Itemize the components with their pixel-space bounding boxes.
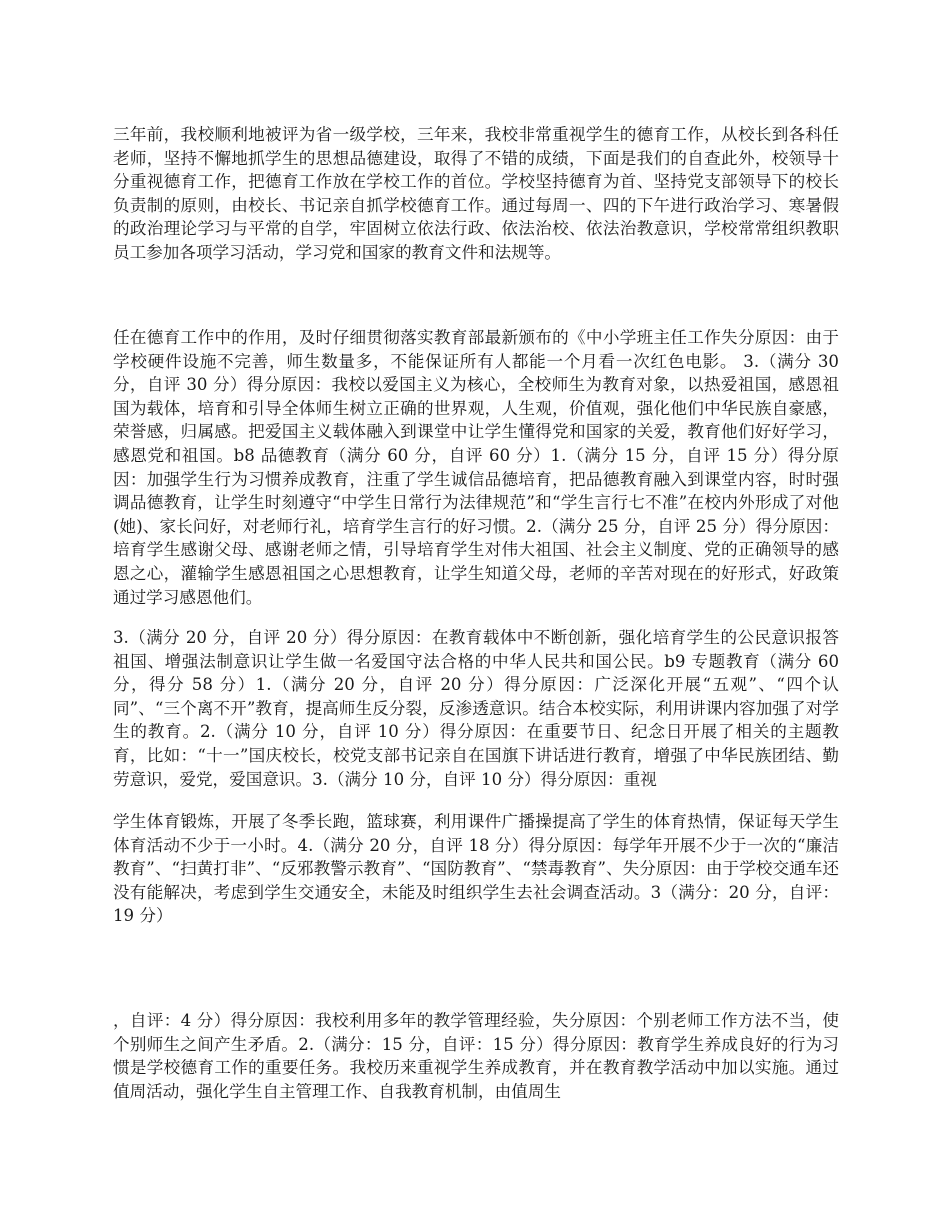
paragraph-special-education: 3.（满分 20 分，自评 20 分）得分原因：在教育载体中不断创新，强化培育学生的公民意识报答祖国、增强法制意识让学生做一名爱国守法合格的中华人民共和国公民。b9 专题教育（满分 60 分，得分 58 分）1.（满分 20 分，自评 20 分）得分原因：广泛深化开展“五观”、“四个认同”、“三个离不开”教育，提高师生反分裂，反渗透意识。结合本校实际，利用讲课内容加强了对学生的教育。2.（满分 10 分，自评 10 分）得分原因：在重要节日、纪念日开展了相关的主题教育，比如：“十一”国庆校长，校党支部书记亲自在国旗下讲话进行教育，增强了中华民族团结、勤劳意识，爱党，爱国意识。3.（满分 10 分，自评 10 分）得分原因：重视 — [113, 628, 839, 789]
paragraph-patriotic-education: 任在德育工作中的作用，及时仔细贯彻落实教育部最新颁布的《中小学班主任工作失分原因：由于学校硬件设施不完善，师生数量多，不能保证所有人都能一个月看一次红色电影。 3.（满分 30 分，自评 30 分）得分原因：我校以爱国主义为核心，全校师生为教育对象，以热爱祖国，感恩祖国为载体，培育和引导全体师生树立正确的世界观，人生观，价值观，强化他们中华民族自豪感，荣誉感，归属感。把爱国主义载体融入到课堂中让学生懂得党和国家的关爱，教育他们好好学习，感恩党和祖国。b8 品德教育（满分 60 分，自评 60 分）1.（满分 15 分，自评 15 分）得分原因：加强学生行为习惯养成教育，注重了学生诚信品德培育，把品德教育融入到课堂内容，时时强调品德教育，让学生时刻遵守“中学生日常行为法律规范”和“学生言行七不准”在校内外形成了对他(她)、家长问好，对老师行礼，培育学生言行的好习惯。2.（满分 25 分，自评 25 分）得分原因：培育学生感谢父母、感谢老师之情，引导培育学生对伟大祖国、社会主义制度、党的正确领导的感恩之心，灌输学生感恩祖国之心思想教育，让学生知道父母，老师的辛苦对现在的好形式，好政策通过学习感恩他们。 — [113, 328, 839, 607]
paragraph-school-overview: 三年前，我校顺利地被评为省一级学校，三年来，我校非常重视学生的德育工作，从校长到各科任老师，坚持不懈地抓学生的思想品德建设，取得了不错的成绩，下面是我们的自查此外，校领导十分重视德育工作，把德育工作放在学校工作的首位。学校坚持德育为首、坚持党支部领导下的校长负责制的原则，由校长、书记亲自抓学校德育工作。通过每周一、四的下午进行政治学习、寒暑假的政治理论学习与平常的自学，牢固树立依法行政、依法治校、依法治教意识，学校常常组织教职员工参加各项学习活动，学习党和国家的教育文件和法规等。 — [113, 125, 839, 262]
paragraph-habit-formation: ，自评：4 分）得分原因：我校利用多年的教学管理经验，失分原因：个别老师工作方法不当，使个别师生之间产生矛盾。2.（满分：15 分，自评：15 分）得分原因：教育学生养成良好的行为习惯是学校德育工作的重要任务。我校历来重视学生养成教育，并在教育教学活动中加以实施。通过值周活动，强化学生自主管理工作、自我教育机制，由值周生 — [113, 1011, 839, 1101]
paragraph-physical-education: 学生体育锻炼，开展了冬季长跑，篮球赛，利用课件广播操提高了学生的体育热情，保证每天学生体育活动不少于一小时。4.（满分 20 分，自评 18 分）得分原因：每学年开展不少于一次的“廉洁教育”、“扫黄打非”、“反邪教警示教育”、“国防教育”、“禁毒教育”、失分原因：由于学校交通车还没有能解决，考虑到学生交通安全，未能及时组织学生去社会调查活动。3（满分：20 分，自评：19 分） — [113, 812, 839, 926]
